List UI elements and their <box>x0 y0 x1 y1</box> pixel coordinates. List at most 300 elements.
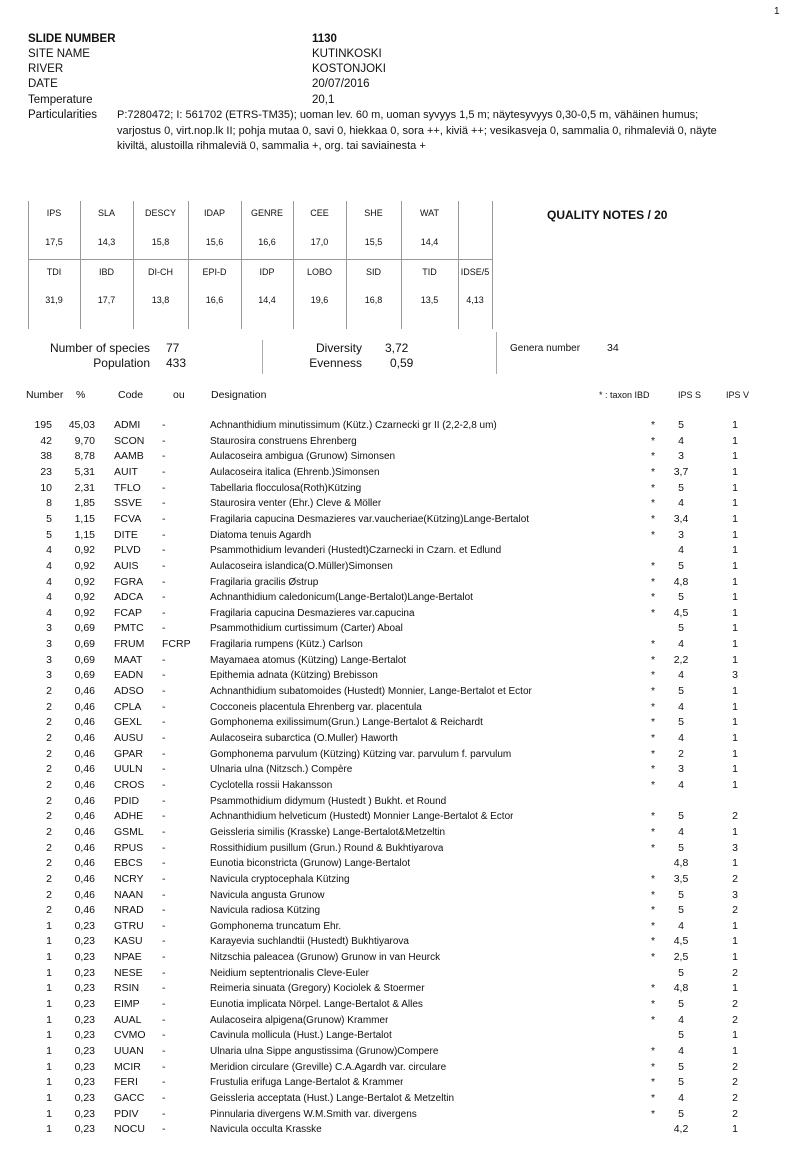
row-designation: Aulacoseira alpigena(Grunow) Krammer <box>210 1014 389 1026</box>
row-designation: Geissleria acceptata (Hust.) Lange-Bertalot & Metzeltin <box>210 1092 454 1104</box>
river: KOSTONJOKI <box>312 63 386 75</box>
index-value: 16,6 <box>258 237 276 247</box>
row-ips-s: 5 <box>678 888 684 901</box>
row-ou: - <box>162 1013 166 1026</box>
col-pct: % <box>76 389 86 401</box>
row-designation: Psammothidium didymum (Hustedt ) Bukht. et Round <box>210 795 447 807</box>
row-number: 5 <box>46 528 52 541</box>
population-label: Population <box>93 356 150 370</box>
index-name: IDP <box>259 267 275 277</box>
row-ips-s: 4 <box>678 732 684 744</box>
row-ips-v: 1 <box>732 982 738 995</box>
index-name: WAT <box>420 208 439 218</box>
row-code: NPAE <box>114 951 142 964</box>
row-code: CPLA <box>114 700 142 713</box>
row-pct: 2,31 <box>74 481 95 494</box>
row-number: 4 <box>46 575 52 588</box>
row-ou: FCRP <box>162 638 191 651</box>
row-code: GEXL <box>114 716 143 729</box>
row-pct: 0,92 <box>74 575 95 588</box>
row-ips-s: 4,8 <box>673 857 689 870</box>
row-number: 2 <box>46 778 52 791</box>
row-designation: Achnanthidium helveticum (Hustedt) Monnier Lange-Bertalot & Ector <box>210 811 514 823</box>
index-name: CEE <box>310 208 329 218</box>
row-ou: - <box>162 841 166 854</box>
row-pct: 0,23 <box>74 998 95 1011</box>
row-ibd-flag: * <box>650 904 656 917</box>
row-ou: - <box>162 982 166 995</box>
row-number: 195 <box>34 419 52 431</box>
row-pct: 0,23 <box>74 1060 95 1073</box>
row-ibd-flag: * <box>650 434 656 447</box>
row-pct: 0,46 <box>74 732 95 744</box>
col-ou: ou <box>173 389 185 401</box>
row-designation: Neidium septentrionalis Cleve-Euler <box>210 967 369 979</box>
row-code: TFLO <box>114 481 141 494</box>
page-number: 1 <box>774 6 780 17</box>
row-ips-s: 2,2 <box>673 653 689 666</box>
row-ou: - <box>162 1029 166 1042</box>
row-pct: 0,46 <box>74 794 95 807</box>
table-row <box>0 590 794 606</box>
col-number: Number <box>26 389 64 401</box>
evenness-label: Evenness <box>309 356 362 370</box>
index-value: 14,4 <box>258 295 276 305</box>
row-code: KASU <box>114 935 143 948</box>
table-row <box>0 543 794 559</box>
index-value: 19,6 <box>310 295 329 305</box>
row-pct: 0,23 <box>74 1013 95 1026</box>
row-designation: Navicula angusta Grunow <box>210 889 325 901</box>
row-ips-s: 3,4 <box>673 512 689 525</box>
row-designation: Eunotia biconstricta (Grunow) Lange-Bertalot <box>210 858 411 870</box>
index-name: EPI-D <box>202 267 227 277</box>
row-ips-v: 1 <box>732 528 738 541</box>
row-ou: - <box>162 559 166 572</box>
row-pct: 0,69 <box>74 638 95 651</box>
temperature-label: Temperature <box>28 94 93 106</box>
row-designation: Cavinula mollicula (Hust.) Lange-Bertalot <box>210 1030 392 1042</box>
row-ibd-flag: * <box>650 919 656 932</box>
row-ibd-flag: * <box>650 419 656 431</box>
row-code: PDID <box>114 794 140 807</box>
row-ou: - <box>162 669 166 682</box>
diversity-label: Diversity <box>315 341 362 355</box>
row-ips-v: 2 <box>732 810 738 823</box>
row-ips-s: 4,5 <box>673 935 689 948</box>
row-pct: 0,23 <box>74 966 95 979</box>
table-row <box>0 575 794 591</box>
row-number: 3 <box>46 638 52 651</box>
row-number: 1 <box>46 966 52 979</box>
row-ibd-flag: * <box>650 497 656 510</box>
row-ibd-flag: * <box>650 559 656 572</box>
row-ips-v: 1 <box>732 497 738 510</box>
row-pct: 0,92 <box>74 544 95 557</box>
row-code: GSML <box>114 825 144 838</box>
row-pct: 1,15 <box>74 528 95 541</box>
row-pct: 0,46 <box>74 872 95 885</box>
row-ips-s: 5 <box>678 559 684 572</box>
row-ips-s: 3 <box>678 763 684 776</box>
row-ips-s: 5 <box>678 1076 684 1089</box>
table-row <box>0 684 794 700</box>
row-ibd-flag: * <box>650 1060 656 1073</box>
table-row <box>0 512 794 528</box>
table-row <box>0 668 794 684</box>
row-ou: - <box>162 1123 166 1136</box>
row-ibd-flag: * <box>650 512 656 525</box>
row-pct: 0,23 <box>74 1123 95 1136</box>
row-ips-v: 1 <box>732 857 738 870</box>
row-code: EADN <box>114 669 144 682</box>
row-number: 1 <box>46 1029 52 1042</box>
row-code: SCON <box>114 434 145 447</box>
row-ou: - <box>162 1091 166 1104</box>
table-row <box>0 966 794 982</box>
row-ips-v: 1 <box>732 825 738 838</box>
row-number: 5 <box>46 512 52 525</box>
row-code: RPUS <box>114 841 144 854</box>
row-ou: - <box>162 512 166 525</box>
row-pct: 0,92 <box>74 591 95 604</box>
row-code: GACC <box>114 1091 145 1104</box>
row-code: UUAN <box>114 1045 144 1057</box>
row-designation: Cocconeis placentula Ehrenberg var. placentula <box>210 701 422 713</box>
row-ips-s: 4 <box>678 638 684 651</box>
row-pct: 0,69 <box>74 653 95 666</box>
index-name: IDAP <box>203 208 225 218</box>
row-number: 1 <box>46 1123 52 1136</box>
index-name: IBD <box>98 267 114 277</box>
row-ou: - <box>162 1045 166 1057</box>
row-ibd-flag: * <box>650 732 656 744</box>
table-row <box>0 1028 794 1044</box>
index-value: 16,6 <box>205 295 224 305</box>
row-number: 2 <box>46 810 52 823</box>
row-code: ADCA <box>114 591 144 604</box>
row-code: PMTC <box>114 622 144 635</box>
table-row <box>0 872 794 888</box>
col-taxon-ibd: * : taxon IBD <box>599 390 650 400</box>
index-value: 14,3 <box>97 237 116 247</box>
table-row <box>0 528 794 544</box>
row-ips-s: 4 <box>678 700 684 713</box>
table-row <box>0 418 794 434</box>
river-label: RIVER <box>28 63 64 75</box>
row-code: NAAN <box>114 888 144 901</box>
row-ou: - <box>162 700 166 713</box>
table-row <box>0 559 794 575</box>
row-ips-v: 1 <box>732 1123 738 1136</box>
row-pct: 0,46 <box>74 888 95 901</box>
index-value: 17,5 <box>45 237 63 247</box>
index-value: 4,13 <box>466 295 484 305</box>
table-row <box>0 653 794 669</box>
row-ips-v: 1 <box>732 450 738 463</box>
row-code: NRAD <box>114 904 144 917</box>
row-ips-s: 4 <box>678 1091 684 1104</box>
row-number: 3 <box>46 653 52 666</box>
row-ips-s: 5 <box>678 1060 684 1073</box>
row-pct: 0,46 <box>74 716 95 729</box>
row-designation: Tabellaria flocculosa(Roth)Kützing <box>210 482 362 494</box>
row-ibd-flag: * <box>650 872 656 885</box>
table-row <box>0 825 794 841</box>
row-ips-v: 1 <box>732 465 738 478</box>
row-designation: Mayamaea atomus (Kützing) Lange-Bertalot <box>210 654 407 666</box>
row-designation: Geissleria similis (Krasske) Lange-Bertalot&Metzeltin <box>210 826 446 838</box>
row-number: 1 <box>46 1107 52 1120</box>
row-ips-v: 1 <box>732 434 738 447</box>
row-designation: Navicula radiosa Kützing <box>210 905 321 917</box>
index-value: 13,8 <box>151 295 170 305</box>
row-ibd-flag: * <box>650 606 656 619</box>
row-code: ADSO <box>114 685 144 698</box>
row-designation: Fragilaria capucina Desmazieres var.vaucheriae(Kützing)Lange-Bertalot <box>210 513 530 525</box>
row-code: PLVD <box>114 544 141 557</box>
row-ou: - <box>162 825 166 838</box>
row-ips-v: 1 <box>732 919 738 932</box>
row-ips-v: 2 <box>732 1107 738 1120</box>
row-ips-v: 1 <box>732 653 738 666</box>
row-ips-v: 2 <box>732 966 738 979</box>
row-designation: Fragilaria rumpens (Kütz.) Carlson <box>210 639 363 651</box>
row-ips-s: 3 <box>678 528 684 541</box>
row-ibd-flag: * <box>650 1107 656 1120</box>
table-row <box>0 1091 794 1107</box>
col-ips-v: IPS V <box>726 390 750 400</box>
particularities-text: P:7280472; I: 561702 (ETRS-TM35); uoman lev. 60 m, uoman syvyys 1,5 m; näytesyvyys 0,30-0,5 m, vähäinen humus; varjostus 0, virt.nop.lk II; pohja mutaa 0, savi 0, hiekkaa 0, sora ++, kiviä ++; vesikasveja 0, sammalia 0, rihmaleviä 0, näyte kiviltä, alustoilla rihmaleviä 0, sammalia +, org. tai saviainesta + <box>117 109 717 152</box>
table-row <box>0 700 794 716</box>
row-number: 38 <box>40 450 52 463</box>
row-number: 3 <box>46 669 52 682</box>
row-number: 4 <box>46 606 52 619</box>
row-ips-s: 5 <box>678 591 684 604</box>
row-pct: 0,23 <box>74 951 95 964</box>
row-ibd-flag: * <box>650 998 656 1011</box>
row-pct: 0,46 <box>74 700 95 713</box>
diversity: 3,72 <box>385 341 409 355</box>
row-pct: 0,69 <box>74 669 95 682</box>
row-designation: Meridion circulare (Greville) C.A.Agardh var. circulare <box>210 1061 447 1073</box>
row-ibd-flag: * <box>650 951 656 964</box>
row-ips-s: 4 <box>678 1045 684 1057</box>
table-row <box>0 950 794 966</box>
row-designation: Navicula cryptocephala Kützing <box>210 873 350 885</box>
row-pct: 0,46 <box>74 857 95 870</box>
row-ips-s: 5 <box>678 904 684 917</box>
row-ips-s: 4,5 <box>673 606 689 619</box>
index-value: 17,0 <box>310 237 329 247</box>
indices-table <box>28 201 493 329</box>
table-row <box>0 1060 794 1076</box>
row-ou: - <box>162 1076 166 1089</box>
row-ips-v: 3 <box>732 841 738 854</box>
table-row <box>0 715 794 731</box>
row-ips-s: 4 <box>678 669 684 682</box>
row-ou: - <box>162 606 166 619</box>
row-ips-v: 1 <box>732 512 738 525</box>
row-number: 2 <box>46 763 52 776</box>
row-ips-v: 2 <box>732 998 738 1011</box>
row-pct: 0,23 <box>74 935 95 948</box>
row-designation: Fragilaria gracilis Østrup <box>210 576 319 588</box>
row-ips-v: 1 <box>732 559 738 572</box>
row-ou: - <box>162 450 166 463</box>
row-pct: 0,46 <box>74 747 95 760</box>
row-code: UULN <box>114 763 143 776</box>
table-row <box>0 856 794 872</box>
row-ibd-flag: * <box>650 481 656 494</box>
table-row <box>0 621 794 637</box>
index-name: DESCY <box>144 208 176 218</box>
row-pct: 0,23 <box>74 1029 95 1042</box>
row-pct: 0,23 <box>74 982 95 995</box>
row-code: AAMB <box>114 450 144 463</box>
row-designation: Navicula occulta Krasske <box>210 1124 322 1136</box>
index-name: SLA <box>97 208 115 218</box>
row-ibd-flag: * <box>650 810 656 823</box>
row-number: 1 <box>46 1013 52 1026</box>
row-ou: - <box>162 481 166 494</box>
row-code: FERI <box>114 1076 138 1089</box>
row-number: 2 <box>46 872 52 885</box>
row-ibd-flag: * <box>650 1013 656 1026</box>
genera-number-label: Genera number <box>510 343 581 354</box>
row-ips-s: 4 <box>678 497 684 510</box>
row-ibd-flag: * <box>650 465 656 478</box>
date: 20/07/2016 <box>312 78 370 90</box>
index-name: SHE <box>364 208 383 218</box>
row-designation: Nitzschia paleacea (Grunow) Grunow in van Heurck <box>210 952 441 964</box>
row-ips-v: 1 <box>732 747 738 760</box>
row-ou: - <box>162 810 166 823</box>
row-number: 42 <box>40 434 52 447</box>
row-ips-v: 1 <box>732 638 738 651</box>
col-code: Code <box>118 389 144 401</box>
row-pct: 5,31 <box>74 465 95 478</box>
table-row <box>0 496 794 512</box>
row-pct: 0,46 <box>74 904 95 917</box>
row-ibd-flag: * <box>650 825 656 838</box>
row-number: 4 <box>46 544 52 557</box>
row-code: NCRY <box>114 872 144 885</box>
row-ibd-flag: * <box>650 528 656 541</box>
row-ou: - <box>162 888 166 901</box>
row-ips-s: 5 <box>678 1107 684 1120</box>
row-ips-v: 1 <box>732 591 738 604</box>
row-ou: - <box>162 591 166 604</box>
row-code: RSIN <box>114 982 140 995</box>
row-designation: Ulnaria ulna Sippe angustissima (Grunow)Compere <box>210 1046 439 1057</box>
row-number: 2 <box>46 841 52 854</box>
row-ips-v: 2 <box>732 1091 738 1104</box>
row-ips-v: 1 <box>732 732 738 744</box>
row-ou: - <box>162 904 166 917</box>
row-ou: - <box>162 685 166 698</box>
row-designation: Achnanthidium caledonicum(Lange-Bertalot)Lange-Bertalot <box>210 592 473 604</box>
row-number: 2 <box>46 732 52 744</box>
row-ips-v: 2 <box>732 1013 738 1026</box>
row-number: 1 <box>46 935 52 948</box>
row-designation: Psammothidium curtissimum (Carter) Aboal <box>210 623 403 635</box>
table-row <box>0 841 794 857</box>
row-number: 1 <box>46 1091 52 1104</box>
evenness: 0,59 <box>390 356 414 370</box>
row-ou: - <box>162 528 166 541</box>
row-ou: - <box>162 497 166 510</box>
row-ips-s: 2,5 <box>673 951 689 964</box>
row-ou: - <box>162 1060 166 1073</box>
row-ips-v: 1 <box>732 544 738 557</box>
row-ips-s: 4 <box>678 919 684 932</box>
row-ou: - <box>162 857 166 870</box>
row-ibd-flag: * <box>650 685 656 698</box>
row-ibd-flag: * <box>650 575 656 588</box>
table-row <box>0 888 794 904</box>
row-number: 1 <box>46 1060 52 1073</box>
row-number: 1 <box>46 1076 52 1089</box>
row-designation: Aulacoseira ambigua (Grunow) Simonsen <box>210 451 396 463</box>
row-ips-s: 3,7 <box>673 465 689 478</box>
row-ips-s: 4,8 <box>673 575 689 588</box>
row-ips-s: 5 <box>678 419 684 431</box>
row-ou: - <box>162 575 166 588</box>
row-pct: 8,78 <box>74 450 95 463</box>
row-ou: - <box>162 434 166 447</box>
row-code: MCIR <box>114 1060 141 1073</box>
row-number: 2 <box>46 794 52 807</box>
table-row <box>0 465 794 481</box>
row-ips-v: 2 <box>732 872 738 885</box>
row-designation: Pinnularia divergens W.M.Smith var. divergens <box>210 1108 417 1120</box>
row-ips-s: 4,2 <box>673 1123 689 1136</box>
row-number: 2 <box>46 716 52 729</box>
row-number: 1 <box>46 919 52 932</box>
row-code: FGRA <box>114 575 144 588</box>
row-pct: 0,46 <box>74 810 95 823</box>
row-pct: 0,23 <box>74 1091 95 1104</box>
row-ibd-flag: * <box>650 1045 656 1057</box>
index-value: 15,6 <box>205 237 224 247</box>
site-name: KUTINKOSKI <box>312 48 382 60</box>
row-designation: Epithemia adnata (Kützing) Brebisson <box>210 670 378 682</box>
row-code: DITE <box>114 528 138 541</box>
row-code: ADHE <box>114 810 144 823</box>
row-designation: Gomphonema exilissimum(Grun.) Lange-Bertalot & Reichardt <box>210 717 483 729</box>
index-name: SID <box>365 267 381 277</box>
row-ibd-flag: * <box>650 591 656 604</box>
row-pct: 0,69 <box>74 622 95 635</box>
row-designation: Fragilaria capucina Desmazieres var.capucina <box>210 607 415 619</box>
row-ou: - <box>162 544 166 557</box>
row-ips-s: 5 <box>678 841 684 854</box>
row-code: AUIT <box>114 465 138 478</box>
table-row <box>0 903 794 919</box>
row-ips-s: 4 <box>678 1013 684 1026</box>
row-designation: Diatoma tenuis Agardh <box>210 529 312 541</box>
row-code: PDIV <box>114 1107 139 1120</box>
row-ibd-flag: * <box>650 763 656 776</box>
row-pct: 0,46 <box>74 841 95 854</box>
row-ou: - <box>162 465 166 478</box>
row-ips-v: 1 <box>732 622 738 635</box>
row-designation: Aulacoseira subarctica (O.Muller) Haworth <box>210 733 398 744</box>
row-ips-v: 1 <box>732 716 738 729</box>
row-ips-s: 4 <box>678 434 684 447</box>
row-ou: - <box>162 747 166 760</box>
